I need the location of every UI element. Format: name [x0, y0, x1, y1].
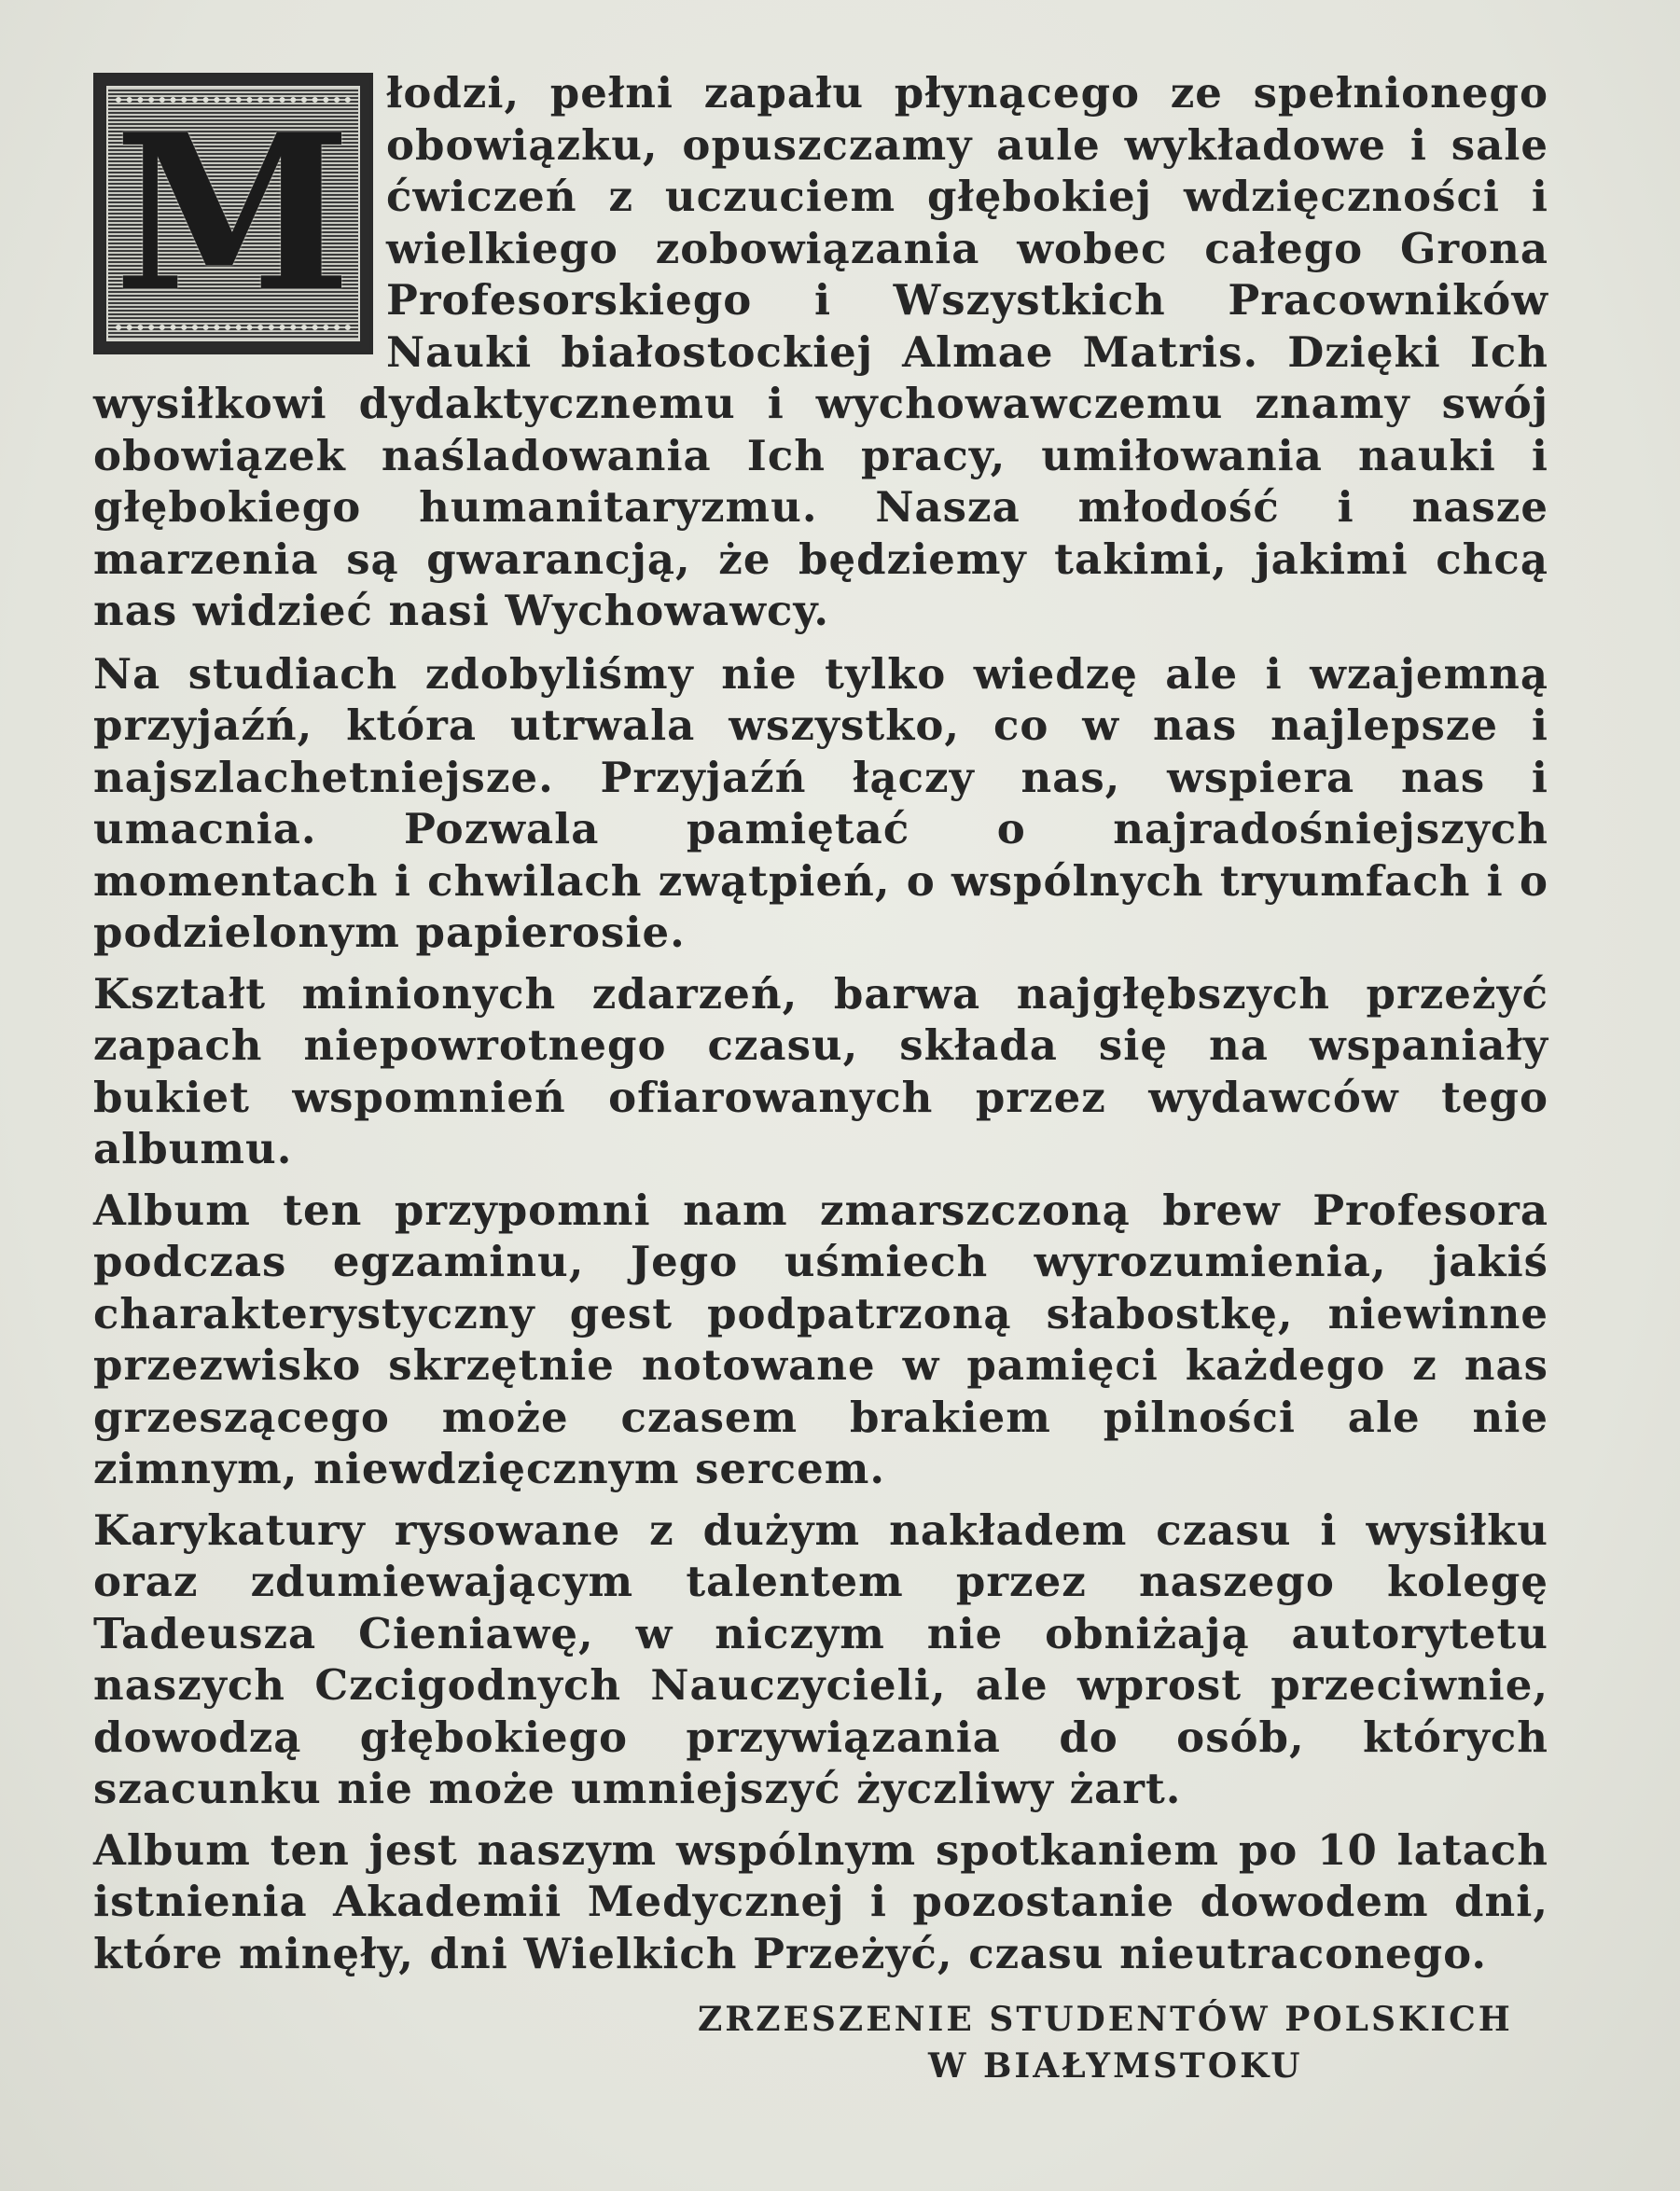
signature-city: W BIAŁYMSTOKU	[928, 2046, 1303, 2086]
paragraph-5: Karykatury rysowane z dużym nakładem czasu i wysiłku oraz zdumiewającym talentem przez naszego kolegę Tadeusza Cieniawę, w niczym nie obniżają autorytetu naszych Czcigodnych Nauczycieli, ale wprost przeciwnie, dowodzą głębokiego przywiązania do osób, których szacunku nie może umniejszyć życzliwy żart.	[93, 1505, 1548, 1813]
drop-cap-ornament	[93, 73, 373, 354]
paragraph-3: Kształt minionych zdarzeń, barwa najgłębszych przeżyć zapach niepowrotnego czasu, składa się na wspaniały bukiet wspomnień ofiarowanych przez wydawców tego albumu.	[93, 968, 1548, 1173]
paragraph-1	[93, 67, 1548, 637]
drop-cap-letter: M	[114, 88, 353, 340]
paragraph-6: Album ten jest naszym wspólnym spotkaniem po 10 latach istnienia Akademii Medycznej i pozostanie dowodem dni, które minęły, dni Wielkich Przeżyć, czasu nieutraconego.	[93, 1824, 1548, 1978]
signature-organization: ZRZESZENIE STUDENTÓW POLSKICH	[698, 2000, 1513, 2039]
paragraph-4: Album ten przypomni nam zmarszczoną brew Profesora podczas egzaminu, Jego uśmiech wyrozumienia, jakiś charakterystyczny gest podpatrzoną słabostkę, niewinne przezwisko skrzętnie notowane w pamięci każdego z nas grzeszącego może czasem brakiem pilności ale nie zimnym, niewdzięcznym sercem.	[93, 1185, 1548, 1493]
paragraph-1-text: łodzi, pełni zapału płynącego ze spełnionego obowiązku, opuszczamy aule wykładowe i sale ćwiczeń z uczuciem głębokiej wdzięczności i wielkiego zobowiązania wobec całego Grona Profesorskiego i Wszystkich Pracowników Nauki białostockiej Almae Matris. Dzięki Ich wysiłkowi dydaktycznemu i wychowawczemu znamy swój obowiązek naśladowania Ich pracy, umiłowania nauki i głębokiego humanitaryzmu. Nasza młodość i nasze marzenia są gwarancją, że będziemy takimi, jakimi chcą nas widzieć nasi Wychowawcy.	[93, 68, 1548, 635]
paragraph-2: Na studiach zdobyliśmy nie tylko wiedzę ale i wzajemną przyjaźń, która utrwala wszystko, co w nas najlepsze i najszlachetniejsze. Przyjaźń łączy nas, wspiera nas i umacnia. Pozwala pamiętać o najradośniejszych momentach i chwilach zwątpień, o wspólnych tryumfach i o podzielonym papierosie.	[93, 648, 1548, 957]
body-text	[93, 67, 1548, 1989]
